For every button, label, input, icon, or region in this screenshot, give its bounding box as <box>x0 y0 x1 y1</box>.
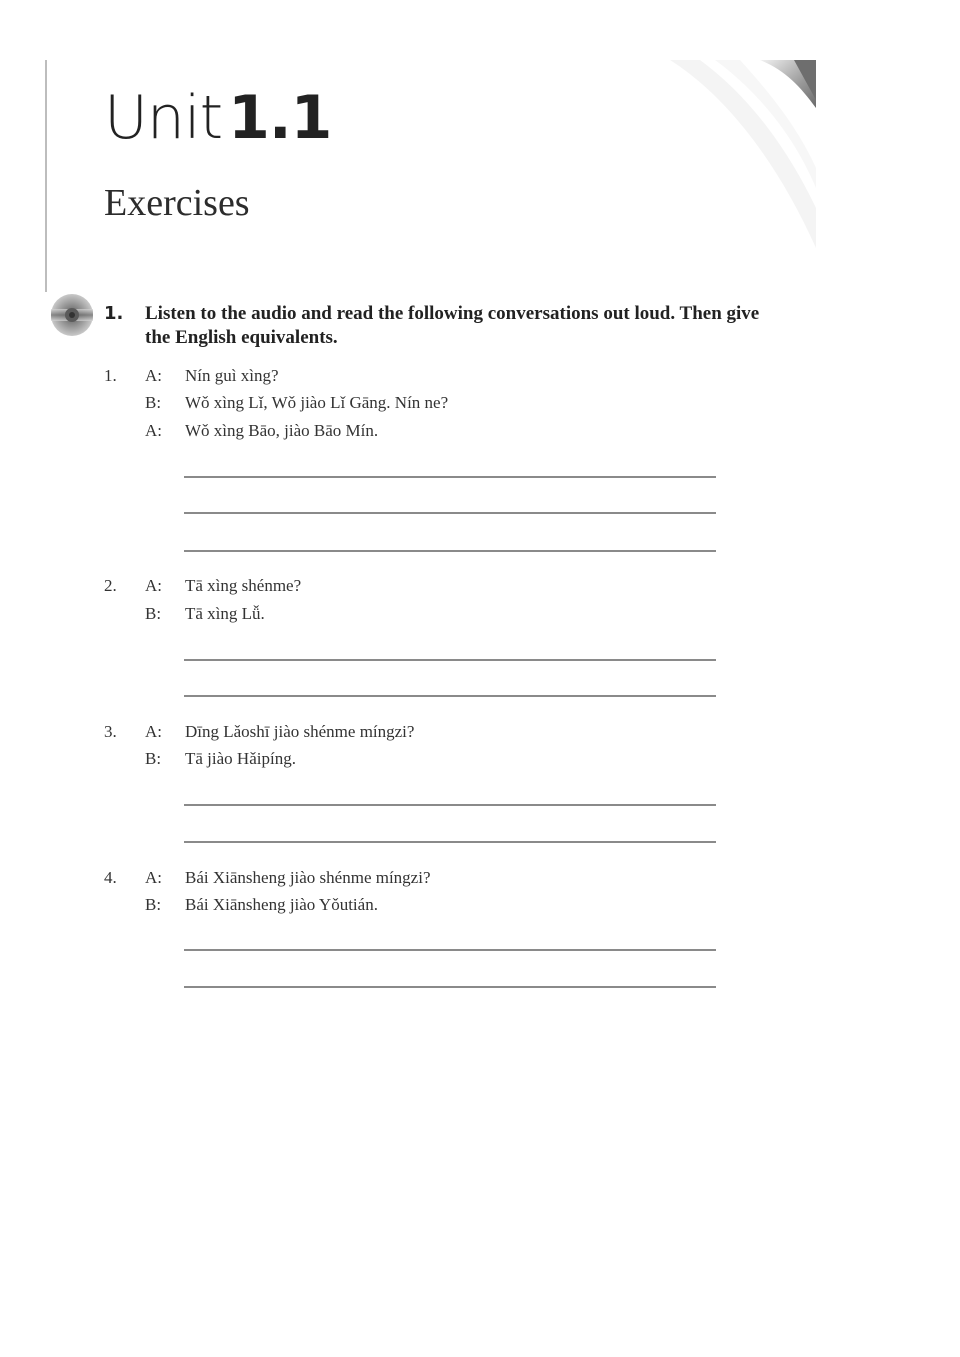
item-number: 1. <box>104 366 117 385</box>
speaker-label: A: <box>145 576 162 595</box>
unit-title <box>104 83 332 153</box>
answer-line[interactable] <box>184 804 716 806</box>
page-curl-decoration <box>660 58 816 248</box>
answer-line[interactable] <box>184 659 716 661</box>
dialogue-text: Tā jiào Hǎipíng. <box>185 749 296 768</box>
dialogue-text: Dīng Lǎoshī jiào shénme míngzi? <box>185 722 415 741</box>
speaker-label: A: <box>145 722 162 741</box>
item-number: 3. <box>104 722 117 741</box>
dialogue-text: Wǒ xìng Bāo, jiào Bāo Mín. <box>185 421 379 440</box>
speaker-label: A: <box>145 421 162 440</box>
answer-line[interactable] <box>184 949 716 951</box>
speaker-label: B: <box>145 749 162 768</box>
audio-cd-icon[interactable] <box>50 293 94 337</box>
answer-line[interactable] <box>184 841 716 843</box>
margin-rule <box>45 60 47 292</box>
speaker-label: B: <box>145 895 162 914</box>
section-title: Exercises <box>104 182 250 224</box>
dialogue-text: Wǒ xìng Lǐ, Wǒ jiào Lǐ Gāng. Nín ne? <box>185 393 449 412</box>
answer-line[interactable] <box>184 986 716 988</box>
unit-number: 1.1 <box>228 83 332 153</box>
unit-label: Unit <box>104 83 223 153</box>
speaker-label: A: <box>145 868 162 887</box>
speaker-label: A: <box>145 366 162 385</box>
item-number: 2. <box>104 576 117 595</box>
answer-line[interactable] <box>184 695 716 697</box>
dialogue-text: Bái Xiānsheng jiào Yǒutián. <box>185 895 378 914</box>
exercise-instruction: Listen to the audio and read the following conversations out loud. Then give the English equivalents. <box>145 303 760 348</box>
speaker-label: B: <box>145 393 162 412</box>
dialogue-text: Tā xìng Lǚ. <box>185 604 265 623</box>
answer-line[interactable] <box>184 550 716 552</box>
exercise-number: 1. <box>104 303 124 324</box>
item-number: 4. <box>104 868 117 887</box>
answer-line[interactable] <box>184 476 716 478</box>
dialogue-text: Nín guì xìng? <box>185 366 279 385</box>
speaker-label: B: <box>145 604 162 623</box>
dialogue-text: Bái Xiānsheng jiào shénme míngzi? <box>185 868 431 887</box>
dialogue-text: Tā xìng shénme? <box>185 576 302 595</box>
answer-line[interactable] <box>184 512 716 514</box>
